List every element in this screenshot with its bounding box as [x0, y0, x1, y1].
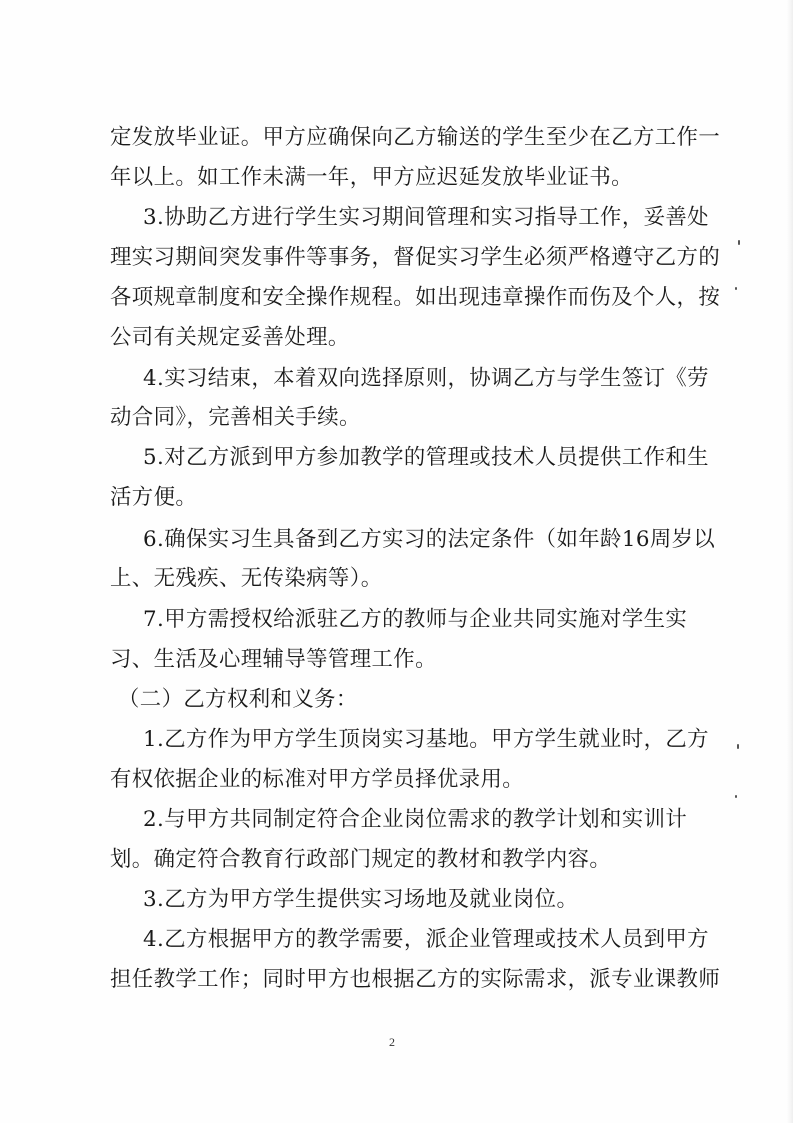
text-line: 活方便。: [110, 485, 198, 510]
text-line: 上、无残疾、无传染病等）。: [110, 566, 383, 591]
text-line: 2.与甲方共同制定符合企业岗位需求的教学计划和实训计: [143, 807, 688, 832]
text-line: 3.乙方为甲方学生提供实习场地及就业岗位。: [143, 887, 579, 912]
scan-speck: [737, 744, 739, 749]
text-line: 担任教学工作；同时甲方也根据乙方的实际需求，派专业课教师: [110, 967, 721, 992]
scan-speck: [735, 795, 737, 798]
text-line: 4.乙方根据甲方的教学需要，派企业管理或技术人员到甲方: [143, 927, 709, 952]
text-line: 划。确定符合教育行政部门规定的教材和教学内容。: [110, 847, 612, 872]
section-heading: （二）乙方权利和义务：: [118, 687, 358, 712]
text-line: 定发放毕业证。甲方应确保向乙方输送的学生至少在乙方工作一: [110, 125, 721, 150]
text-line: 公司有关规定妥善处理。: [110, 325, 350, 350]
text-line: 各项规章制度和安全操作规程。如出现违章操作而伤及个人，按: [110, 285, 721, 310]
text-line: 1.乙方作为甲方学生顶岗实习基地。甲方学生就业时，乙方: [143, 727, 709, 752]
page-number: 2: [389, 1035, 395, 1049]
scan-speck: [738, 240, 740, 245]
text-line: 5.对乙方派到甲方参加教学的管理或技术人员提供工作和生: [143, 445, 709, 470]
text-line: 3.协助乙方进行学生实习期间管理和实习指导工作，妥善处: [143, 205, 709, 230]
text-line: 理实习期间突发事件等事务，督促实习学生必须严格遵守乙方的: [110, 245, 721, 270]
text-line: 年以上。如工作未满一年，甲方应迟延发放毕业证书。: [110, 165, 633, 190]
text-line: 6.确保实习生具备到乙方实习的法定条件（如年龄16周岁以: [143, 527, 716, 552]
text-line: 4.实习结束，本着双向选择原则，协调乙方与学生签订《劳: [143, 366, 709, 391]
text-line: 有权依据企业的标准对甲方学员择优录用。: [110, 767, 525, 792]
text-line: 7.甲方需授权给派驻乙方的教师与企业共同实施对学生实: [143, 607, 688, 632]
text-line: 习、生活及心理辅导等管理工作。: [110, 647, 437, 672]
text-line: 动合同》，完善相关手续。: [110, 405, 361, 430]
scan-speck: [735, 287, 737, 290]
